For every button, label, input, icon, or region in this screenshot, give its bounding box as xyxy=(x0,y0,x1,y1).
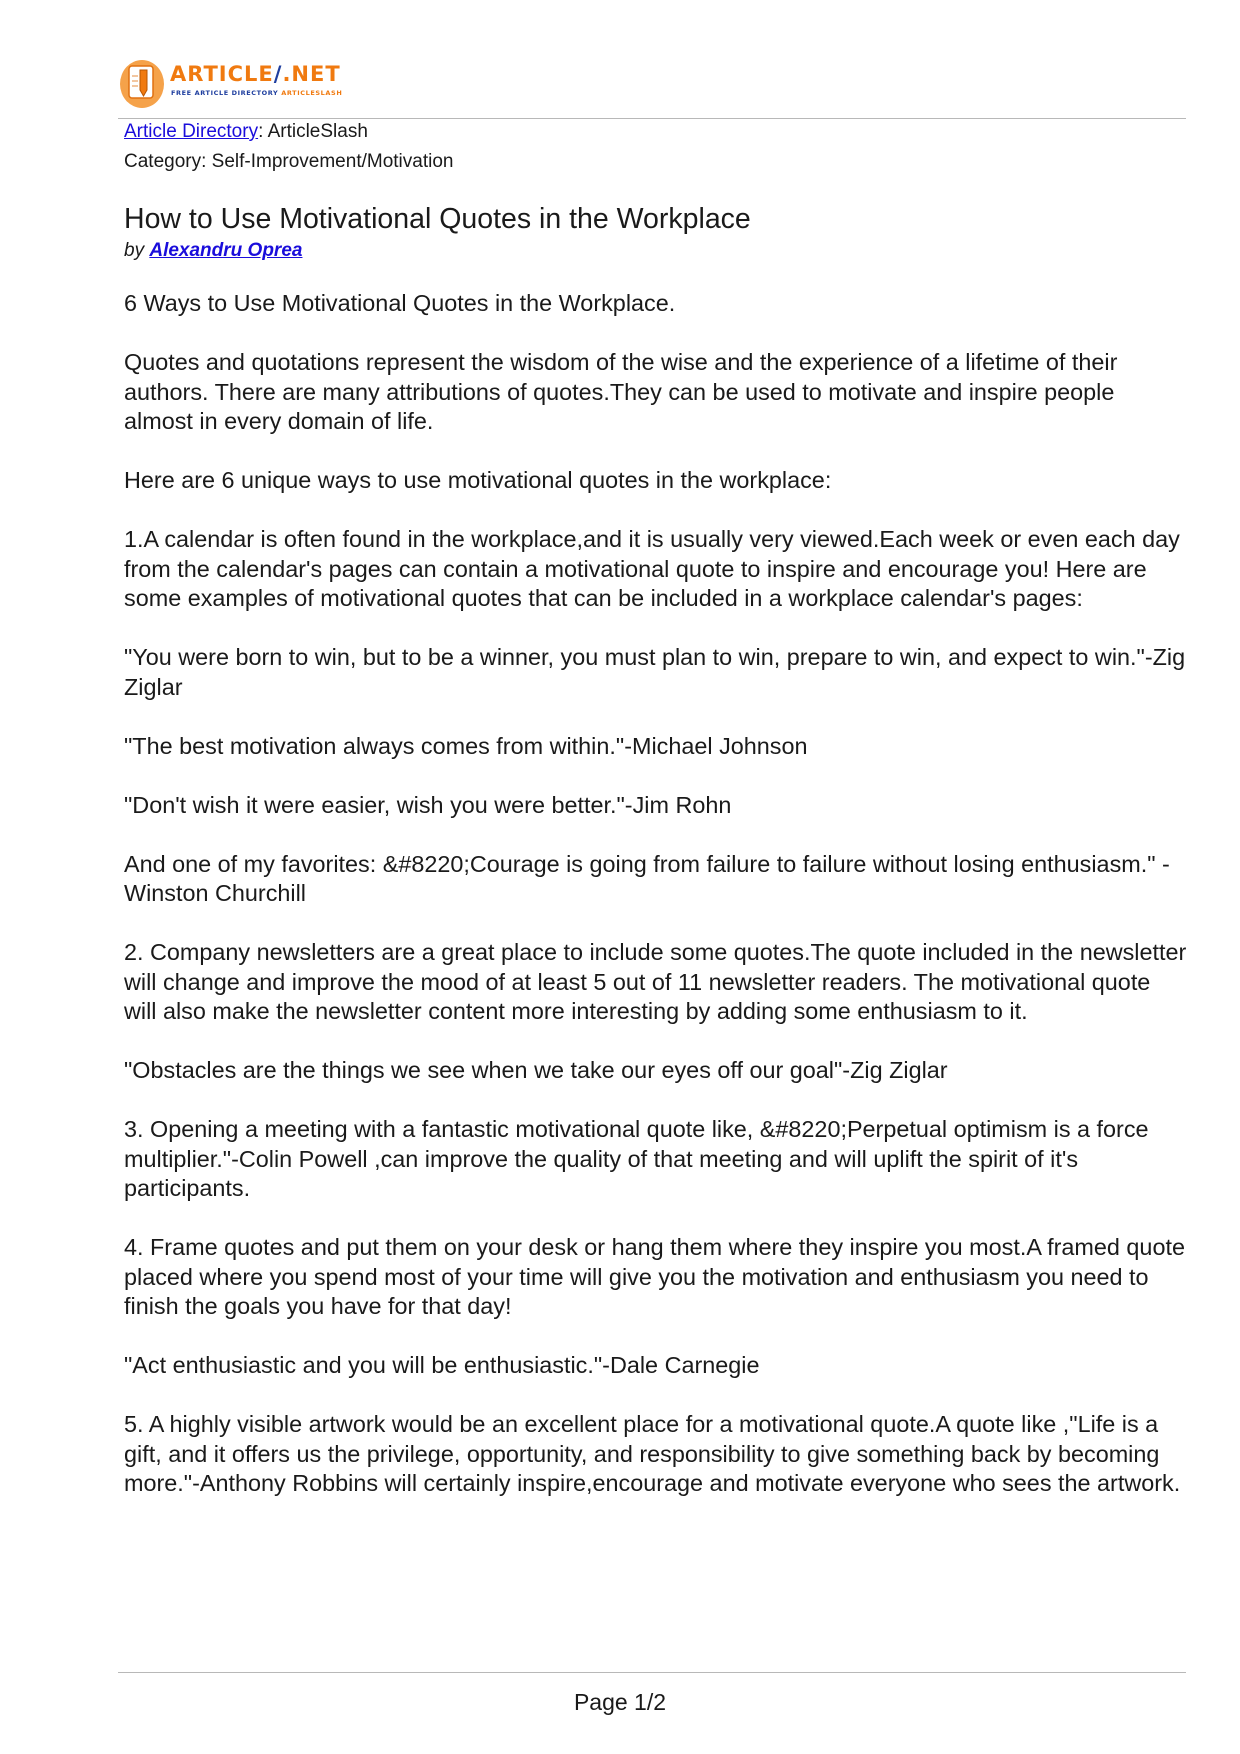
logo-brand: ARTICLE xyxy=(170,62,274,86)
footer-divider xyxy=(118,1672,1186,1673)
article-title: How to Use Motivational Quotes in the Workplace xyxy=(124,203,751,235)
paragraph: Quotes and quotations represent the wisdom of the wise and the experience of a lifetime of their authors. There are many attributions of quotes.They can be used to motivate and inspire people almost in every domain of life. xyxy=(124,349,1118,434)
directory-line xyxy=(124,121,368,143)
article-directory-link[interactable]: Article Directory xyxy=(124,121,259,142)
paragraph: 3. Opening a meeting with a fantastic motivational quote like, &#8220;Perpetual optimism is a force multiplier."-Colin Powell ,can improve the quality of that meeting and will uplift the spirit of it's participants. xyxy=(124,1116,1149,1201)
quote-paragraph: And one of my favorites: &#8220;Courage is going from failure to failure without losing enthusiasm." -Winston Churchill xyxy=(124,850,1170,906)
byline xyxy=(124,240,302,262)
category-line: Category: Self-Improvement/Motivation xyxy=(124,151,454,172)
directory-value: : ArticleSlash xyxy=(258,121,368,142)
logo-tagline-text: FREE ARTICLE DIRECTORY xyxy=(171,89,279,97)
paragraph: Here are 6 unique ways to use motivational quotes in the workplace: xyxy=(124,467,832,493)
pencil-document-logo-icon xyxy=(118,56,166,110)
quote-paragraph: "Obstacles are the things we see when we take our eyes off our goal"-Zig Ziglar xyxy=(124,1057,948,1083)
paragraph: 4. Frame quotes and put them on your desk or hang them where they inspire you most.A framed quote placed where you spend most of your time will give you the motivation and enthusiasm you need to finish the goals you have for that day! xyxy=(124,1234,1185,1319)
paragraph: 5. A highly visible artwork would be an excellent place for a motivational quote.A quote like ,"Life is a gift, and it offers us the privilege, opportunity, and responsibility to give something back by becoming more."-Anthony Robbins will certainly inspire,encourage and motivate everyone who sees the artwork. xyxy=(124,1411,1181,1496)
paragraph: 1.A calendar is often found in the workplace,and it is usually very viewed.Each week or even each day from the calendar's pages can contain a motivational quote to inspire and encourage you! Here are some examples of motivational quotes that can be included in a workplace calendar's pages: xyxy=(124,526,1180,611)
quote-paragraph: "Don't wish it were easier, wish you were better."-Jim Rohn xyxy=(124,791,732,818)
logo-tagline-accent: ARTICLESLASH xyxy=(281,89,343,97)
logo-wordmark xyxy=(170,62,341,86)
logo-slash: / xyxy=(273,62,283,86)
quote-paragraph: "You were born to win, but to be a winner, you must plan to win, prepare to win, and expect to win."-Zig Ziglar xyxy=(124,644,1186,700)
quote-paragraph: "Act enthusiastic and you will be enthusiastic."-Dale Carnegie xyxy=(124,1352,760,1378)
header-divider xyxy=(118,118,1186,119)
paragraph: 6 Ways to Use Motivational Quotes in the Workplace. xyxy=(124,290,676,316)
byline-prefix: by xyxy=(124,240,150,261)
logo-tagline xyxy=(171,89,342,97)
author-link[interactable]: Alexandru Oprea xyxy=(149,240,303,261)
site-logo[interactable] xyxy=(118,56,378,112)
logo-tld: .NET xyxy=(282,62,341,86)
quote-paragraph: "The best motivation always comes from within."-Michael Johnson xyxy=(124,732,808,759)
paragraph: 2. Company newsletters are a great place to include some quotes.The quote included in the newsletter will change and improve the mood of at least 5 out of 11 newsletter readers. The motivational quote will also make the newsletter content more interesting by adding some enthusiasm to it. xyxy=(124,939,1187,1024)
page-number: Page 1/2 xyxy=(573,1689,667,1715)
article-body xyxy=(124,289,1188,1528)
